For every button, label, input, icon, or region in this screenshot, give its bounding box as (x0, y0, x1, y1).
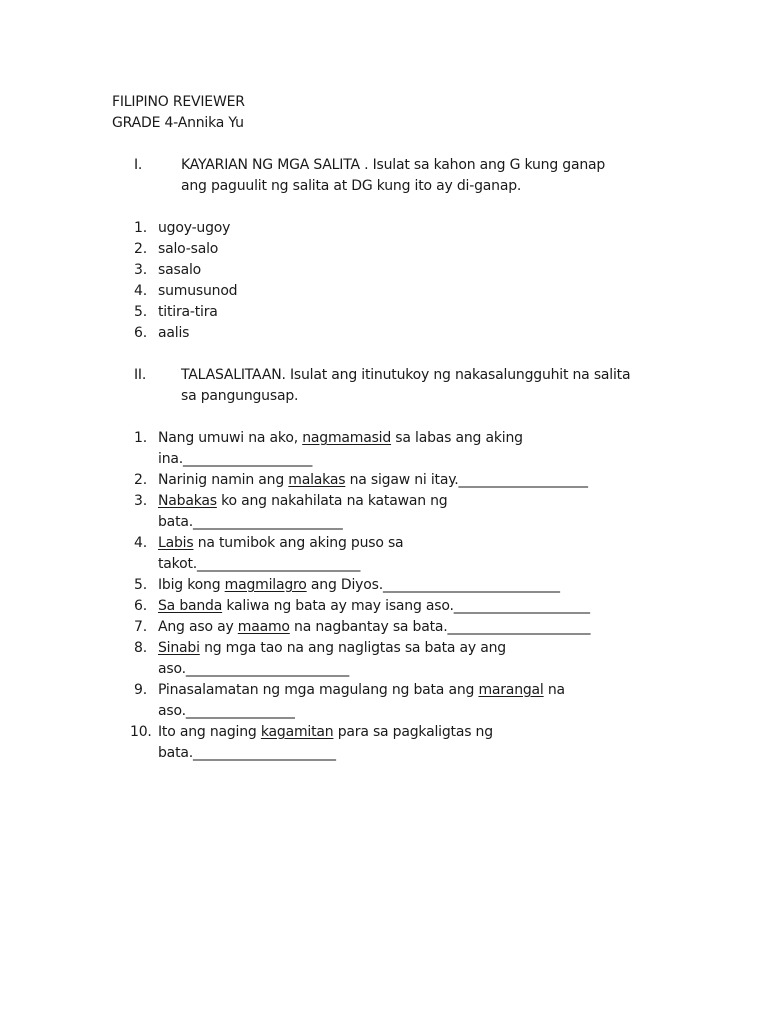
underlined-word: Sinabi (158, 640, 200, 656)
underlined-word: Labis (158, 535, 194, 551)
item-text: sasalo (158, 262, 202, 278)
section1-list (134, 218, 237, 344)
list-item (134, 239, 237, 260)
list-item (134, 638, 590, 680)
item-number: 6. (134, 325, 147, 341)
item-number: 4. (134, 535, 147, 551)
list-item (134, 680, 590, 722)
item-text-before: Nang umuwi na ako, (158, 430, 303, 446)
item-text-before: Narinig namin ang (158, 472, 289, 488)
item-number: 9. (134, 682, 147, 698)
item-number: 8. (134, 640, 147, 656)
list-item (134, 218, 237, 239)
answer-line: takot.________________________ (158, 556, 361, 572)
list-item (134, 260, 237, 281)
underlined-word: Nabakas (158, 493, 217, 509)
item-number: 2. (134, 472, 147, 488)
item-text-after: ng mga tao na ang nagligtas sa bata ay ang (199, 640, 506, 656)
section1-instruction (181, 155, 681, 197)
answer-line: aso.________________________ (158, 661, 350, 677)
section2-instruction-line1: TALASALITAAN. Isulat ang itinutukoy ng nakasalungguhit na salita (181, 367, 631, 383)
item-text-after: kaliwa ng bata ay may isang aso.____________________ (222, 598, 590, 614)
list-item (134, 281, 237, 302)
section1-instruction-line1: KAYARIAN NG MGA SALITA . Isulat sa kahon ang G kung ganap (181, 157, 606, 173)
item-text-after: na sigaw ni itay.___________________ (345, 472, 588, 488)
item-number: 3. (134, 493, 147, 509)
item-text-before: Pinasalamatan ng mga magulang ng bata ang (158, 682, 479, 698)
item-number: 6. (134, 598, 147, 614)
item-text-before: Ito ang naging (158, 724, 261, 740)
section1-numeral: I. (134, 157, 143, 173)
underlined-word: maamo (237, 619, 290, 635)
item-number: 5. (134, 304, 147, 320)
list-item (134, 533, 590, 575)
underlined-word: kagamitan (260, 724, 334, 740)
answer-line: aso.________________ (158, 703, 295, 719)
answer-line: bata._____________________ (158, 745, 336, 761)
list-item (134, 617, 590, 638)
item-number: 5. (134, 577, 147, 593)
underlined-word: malakas (288, 472, 346, 488)
item-text: titira-tira (158, 304, 218, 320)
item-number: 7. (134, 619, 147, 635)
item-number: 1. (134, 220, 147, 236)
item-text-after: na (543, 682, 565, 698)
section2-list (130, 428, 591, 764)
list-item (130, 722, 590, 764)
section2-instruction (181, 365, 681, 407)
item-text: ugoy-ugoy (158, 220, 231, 236)
item-text: aalis (158, 325, 190, 341)
list-item (134, 596, 590, 617)
item-text-after: ang Diyos.__________________________ (306, 577, 560, 593)
list-item (134, 428, 590, 470)
item-text-before: Ang aso ay (158, 619, 238, 635)
item-text-after: sa labas ang aking (391, 430, 523, 446)
item-text-after: ko ang nakahilata na katawan ng (216, 493, 448, 509)
item-number: 3. (134, 262, 147, 278)
item-number: 2. (134, 241, 147, 257)
item-number: 1. (134, 430, 147, 446)
section2-numeral: II. (134, 367, 147, 383)
item-text: sumusunod (158, 283, 238, 299)
answer-line: bata.______________________ (158, 514, 343, 530)
list-item (134, 575, 590, 596)
item-text: salo-salo (158, 241, 219, 257)
list-item (134, 302, 237, 323)
item-text-after: para sa pagkaligtas ng (333, 724, 493, 740)
list-item (134, 323, 237, 344)
document-title: FILIPINO REVIEWER (112, 94, 245, 110)
document-subtitle: GRADE 4-Annika Yu (112, 115, 244, 131)
section1-instruction-line2: ang paguulit ng salita at DG kung ito ay di-ganap. (181, 178, 522, 194)
section2-instruction-line2: sa pangungusap. (181, 388, 299, 404)
answer-line: ina.___________________ (158, 451, 313, 467)
underlined-word: Sa banda (158, 598, 223, 614)
list-item (134, 491, 590, 533)
item-text-after: na tumibok ang aking puso sa (193, 535, 404, 551)
list-item (134, 470, 590, 491)
underlined-word: nagmamasid (302, 430, 392, 446)
item-number: 10. (130, 724, 152, 740)
item-text-after: na nagbantay sa bata._____________________ (289, 619, 591, 635)
underlined-word: magmilagro (224, 577, 307, 593)
item-number: 4. (134, 283, 147, 299)
underlined-word: marangal (478, 682, 544, 698)
item-text-before: Ibig kong (158, 577, 225, 593)
